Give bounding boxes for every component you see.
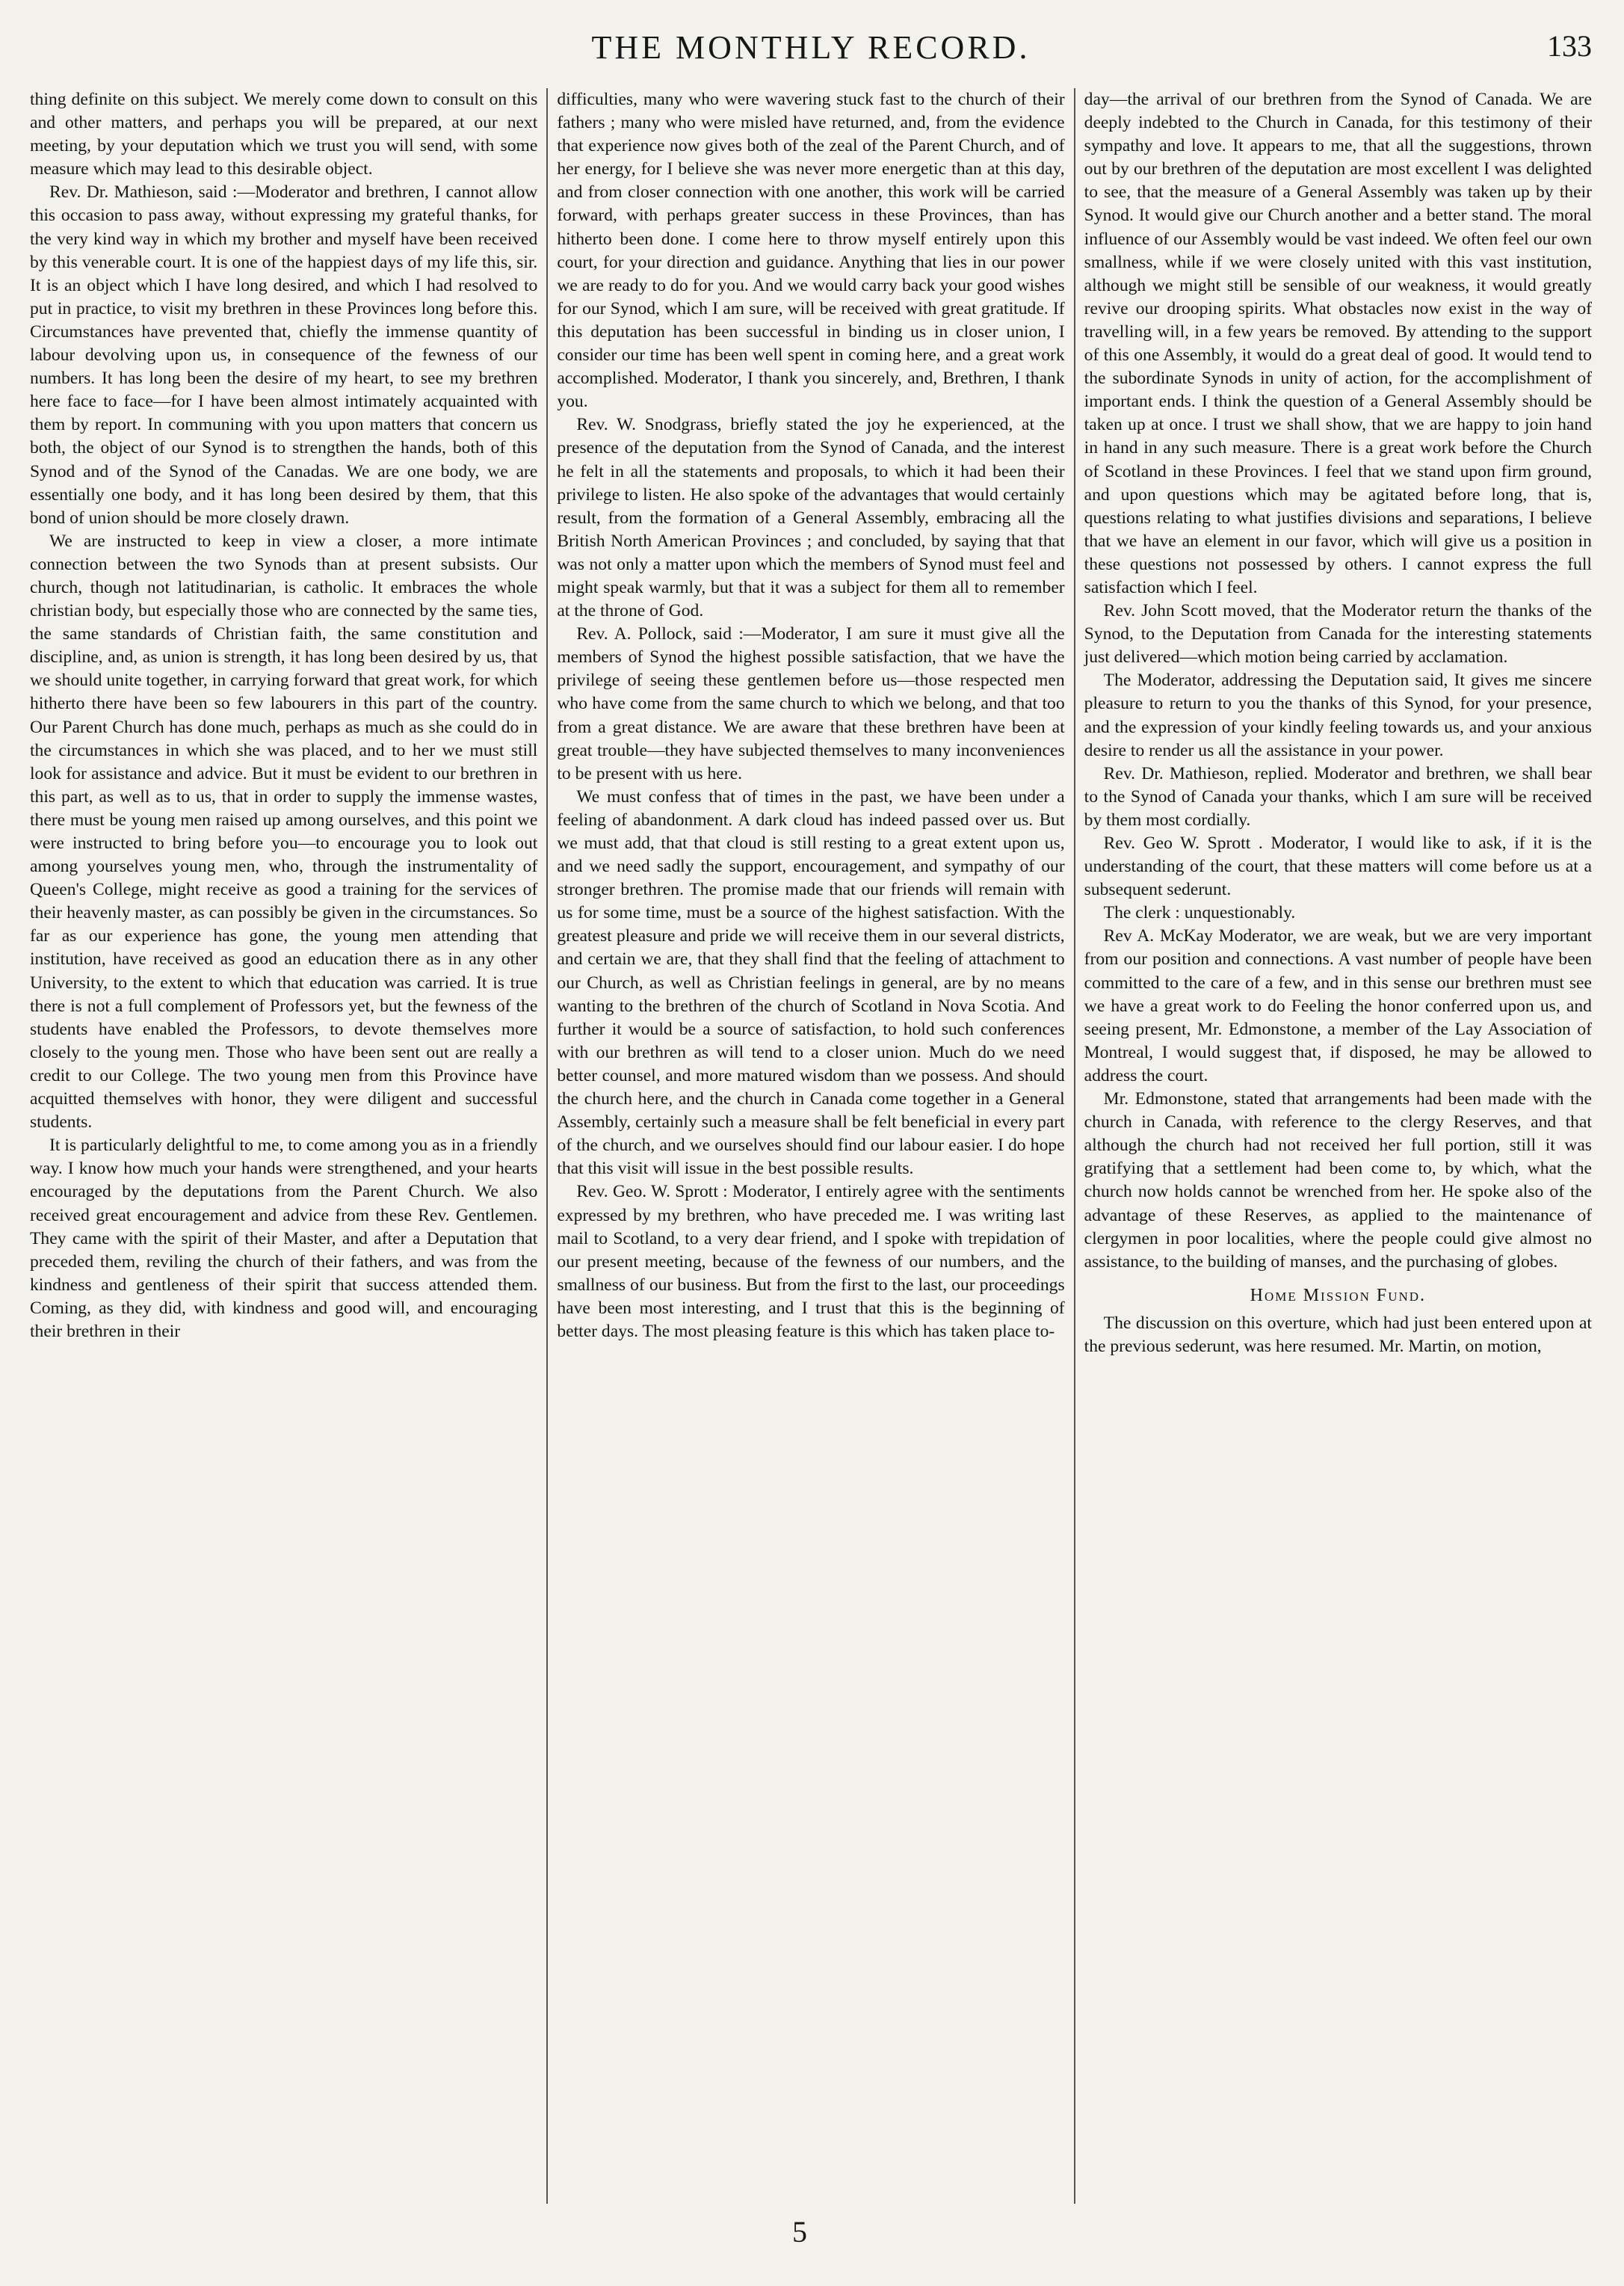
column-3 bbox=[1084, 88, 1592, 2204]
running-title: THE MONTHLY RECORD. bbox=[591, 29, 1031, 66]
paragraph: day—the arrival of our brethren from the Synod of Canada. We are deeply indebted to the Church in Canada, for this testimony of their sympathy and love. It appears to me, that all the suggestions, thrown out by our brethren of the deputation are most excellent I was delighted to see, that the measure of a General Assembly was taken up by their Synod. It would give our Church another and a better stand. The moral influence of our Assembly would be vast indeed. We often feel our own smallness, while if we were closely united with this vast institution, although we might still be sensible of our weakness, it would greatly revive our drooping spirits. What obstacles now exist in the way of travelling will, in a few years be removed. By attending to the support of this one Assembly, it would do a great deal of good. It would tend to the subordinate Synods in unity of action, for the accomplishment of important ends. I think the question of a General Assembly should be taken up at once. I trust we shall show, that we are happy to join hand in hand in any such measure. There is a great work before the Church of Scotland in these Provinces. I feel that we stand upon firm ground, and upon questions which may be agitated before long, that is, questions relating to what justifies divisions and separations, I believe that we have an element in our favor, which will give us a position in these questions not possessed by others. I cannot express the full satisfaction which I feel. bbox=[1084, 90, 1592, 597]
paragraph: The discussion on this overture, which had just been entered upon at the previous sederunt, was here resumed. Mr. Martin, on motion, bbox=[1084, 1313, 1592, 1356]
paragraph: difficulties, many who were wavering stuck fast to the church of their fathers ; many who were misled have returned, and, from the evidence that experience now gives both of the zeal of the Parent Church, and of her energy, for I believe she was never more energetic than at this day, and from closer connection with one another, this work will be carried forward, with perhaps greater success in these Provinces, than has hitherto been done. I come here to throw myself entirely upon this court, for your direction and guidance. Anything that lies in our power we are ready to do for you. And we would carry back your good wishes for our Synod, which I am sure, will be received with great gratitude. If this deputation has been successful in binding us in closer union, I consider our time has been well spent in coming here, and a great work accomplished. Moderator, I thank you sincerely, and, Brethren, I thank you. bbox=[557, 90, 1065, 412]
column-divider bbox=[546, 88, 548, 2204]
paragraph: thing definite on this subject. We merely come down to consult on this and other matters, and perhaps you will be prepared, at our next meeting, by your deputation which we trust you will send, with some measure which may lead to this desirable object. bbox=[30, 90, 538, 179]
paragraph: We are instructed to keep in view a closer, a more intimate connection between the two Synods than at present subsists. Our church, though not latitudinarian, is catholic. It embraces the whole christian body, but especially those who are connected by the same ties, the same standards of Christian faith, the same constitution and discipline, and, as union is strength, it has long been desired by us, that we should unite together, in carrying forward that great work, for which hitherto there have been so few labourers in this part of the country. Our Parent Church has done much, perhaps as much as she could do in the circumstances in which she was placed, and to her we must still look for assistance and advice. But it must be evident to our brethren in this part, as well as to us, that in order to supply the immense wastes, there must be young men raised up among ourselves, and this point we were instructed to bring before you—to encourage you to look out among yourselves young men, who, through the instrumentality of Queen's College, might receive as good a training for the services of their heavenly master, as can possibly be given in the circumstances. So far as our experience has gone, the young men attending that institution, have received as good an education there as in any other University, to the extent to which that education was carried. It is true there is not a full complement of Professors yet, but the fewness of the students have enabled the Professors, to devote themselves more closely to the young men. Those who have been sent out are really a credit to our College. The two young men from this Province have acquitted themselves with honor, they were diligent and successful students. bbox=[30, 531, 538, 1133]
text-columns bbox=[30, 88, 1592, 2204]
paragraph: Rev. Dr. Mathieson, replied. Moderator and brethren, we shall bear to the Synod of Canada your thanks, which I am sure will be received by them most cordially. bbox=[1084, 763, 1592, 830]
column-2 bbox=[557, 88, 1064, 2204]
paragraph: The Moderator, addressing the Deputation said, It gives me sincere pleasure to return to you the thanks of this Synod, for your presence, and the expression of your kindly feeling towards us, and your anxious desire to render us all the assistance in your power. bbox=[1084, 671, 1592, 760]
paragraph: Rev A. McKay Moderator, we are weak, but we are very important from our position and connections. A vast number of people have been committed to the care of a few, and in this sense our brethren must see we have a great work to do Feeling the honor conferred upon us, and seeing present, Mr. Edmonstone, a member of the Lay Association of Montreal, I would suggest that, if disposed, he may be allowed to address the court. bbox=[1084, 926, 1592, 1085]
signature-mark: 5 bbox=[792, 2215, 807, 2249]
column-divider bbox=[1074, 88, 1075, 2204]
paragraph: Rev. A. Pollock, said :—Moderator, I am sure it must give all the members of Synod the highest possible satisfaction, that we have the privilege of seeing these gentlemen before us—those respected men who have come from the same church to which we belong, and that too from a great distance. We are aware that these brethren have been at great trouble—they have subjected themselves to many inconveniences to be present with us here. bbox=[557, 624, 1065, 783]
paragraph: It is particularly delightful to me, to come among you as in a friendly way. I know how much your hands were strengthened, and your hearts encouraged by the deputations from the Parent Church. We also received great encouragement and advice from these Rev. Gentlemen. They came with the spirit of their Master, and after a Deputation that preceded them, reviling the church of their fathers, and was from the kindness and gentleness of their spirit that success attended them. Coming, as they did, with kindness and good will, and encouraging their brethren in their bbox=[30, 1136, 538, 1341]
paragraph: The clerk : unquestionably. bbox=[1103, 903, 1296, 923]
paragraph: We must confess that of times in the past, we have been under a feeling of abandonment. A dark cloud has indeed passed over us. But we must add, that that cloud is still resting to a great extent upon us, and we need sadly the support, encouragement, and sympathy of our stronger brethren. The promise made that our friends will remain with us for some time, must be a source of the highest satisfaction. With the greatest pleasure and pride we will receive them in our several districts, and certain we are, that they shall find that the feeling of attachment to our Church, as well as Christian feelings in general, are by no means wanting to the brethren of the church of Scotland in Nova Scotia. And further it would be a source of satisfaction, to hold such conferences with our brethren as will tend to a closer union. Much do we need better counsel, and more matured wisdom than we possess. And should the church here, and the church in Canada come together in a General Assembly, certainly such a measure shall be felt beneficial in every part of the church, and we ourselves should find our labour easier. I do hope that this visit will issue in the best possible results. bbox=[557, 786, 1065, 1179]
section-heading: Home Mission Fund. bbox=[1250, 1285, 1427, 1305]
paragraph: Rev. W. Snodgrass, briefly stated the joy he experienced, at the presence of the deputation from the Synod of Canada, and the interest he felt in all the statements and proposals, to which it had been their privilege to listen. He also spoke of the advantages that would certainly result, from the formation of a General Assembly, embracing all the British North American Provinces ; and concluded, by saying that that was not only a matter upon which the members of Synod must feel and might speak warmly, but that it was a subject for them all to remember at the throne of God. bbox=[557, 415, 1065, 621]
paragraph: Rev. Geo W. Sprott . Moderator, I would like to ask, if it is the understanding of the court, that these matters will come before us at a subsequent sederunt. bbox=[1084, 834, 1592, 900]
page-header bbox=[30, 22, 1592, 75]
paragraph: Rev. John Scott moved, that the Moderator return the thanks of the Synod, to the Deputation from Canada for the interesting statements just delivered—which motion being carried by acclamation. bbox=[1084, 601, 1592, 668]
paragraph: Mr. Edmonstone, stated that arrangements had been made with the church in Canada, with reference to the clergy Reserves, and that although the church had not received her full portion, still it was gratifying that a settlement had been come to, by which, what the church now holds cannot be wrenched from her. He spoke also of the advantage of these Reserves, as applied to the maintenance of clergymen in poor localities, where the people could give almost no assistance, to the building of manses, and the purchasing of globes. bbox=[1084, 1089, 1592, 1272]
page-number: 133 bbox=[1547, 29, 1592, 63]
paragraph: Rev. Dr. Mathieson, said :—Moderator and brethren, I cannot allow this occasion to pass away, without expressing my grateful thanks, for the very kind way in which my brother and myself have been received by this venerable court. It is one of the happiest days of my life this, sir. It is an object which I have long desired, and which I had resolved to put in practice, to visit my brethren in these Provinces long before this. Circumstances have prevented that, chiefly the immense quantity of labour devolving upon us, in consequence of the fewness of our numbers. It has long been the desire of my heart, to see my brethren here face to face—for I have been almost intimately acquainted with them by report. In communing with you upon matters that concern us both, the object of our Synod is to strengthen the hands, both of this Synod and of the Synod of the Canadas. We are one body, we are essentially one body, and it has long been desired by them, that this bond of union should be more closely drawn. bbox=[30, 182, 538, 528]
column-1 bbox=[30, 88, 537, 2204]
paragraph: Rev. Geo. W. Sprott : Moderator, I entirely agree with the sentiments expressed by my brethren, who have preceded me. I was writing last mail to Scotland, to a very dear friend, and I spoke with trepidation of our present meeting, because of the fewness of our numbers, and the smallness of our business. But from the first to the last, our proceedings have been most interesting, and I trust that this is the beginning of better days. The most pleasing feature is this which has taken place to- bbox=[557, 1182, 1065, 1341]
